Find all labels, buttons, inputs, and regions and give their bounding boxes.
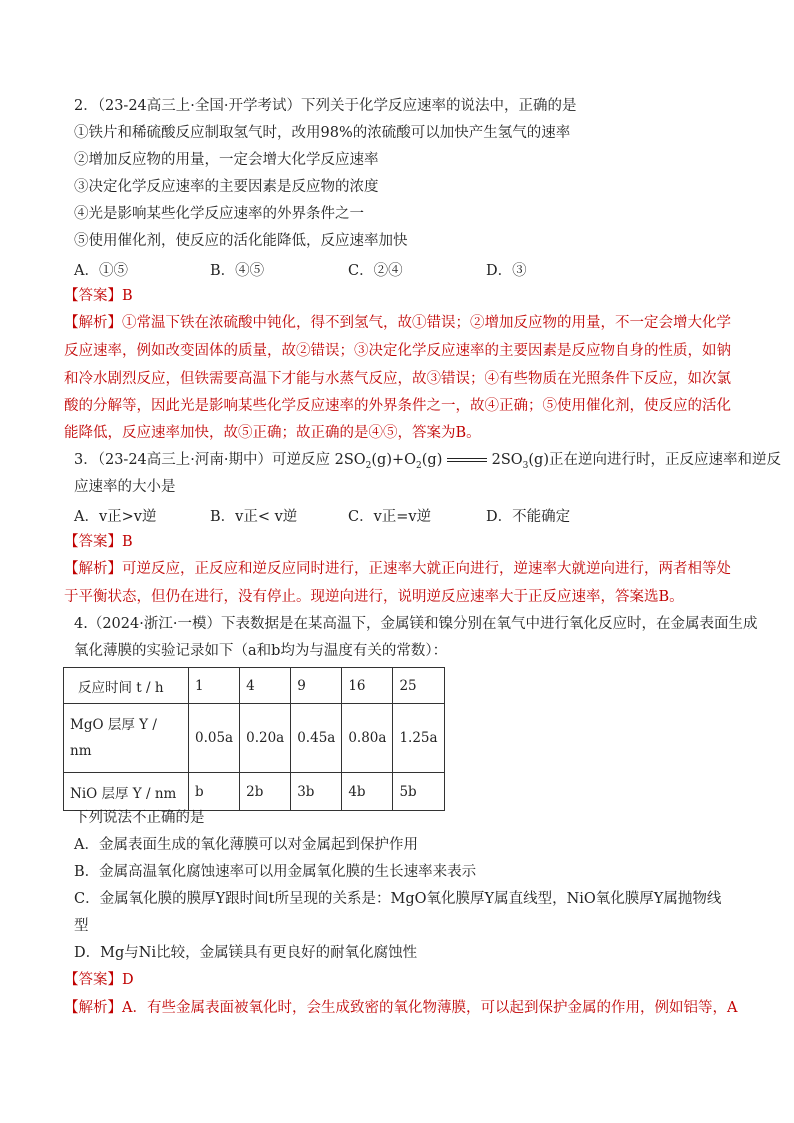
table-header-cell: 16 [342,668,393,704]
answer-value: B [122,534,133,550]
answer-tag: 【答案】 [64,972,122,988]
q4-option-c: C．金属氧化膜的膜厚Y跟时间t所呈现的关系是：MgO氧化膜厚Y属直线型，NiO氧化膜厚Y属抛物线 [74,891,722,907]
subscript: 2 [416,460,422,471]
q4-stem-line-1: 4.（2024·浙江·一模）下表数据是在某高温下，金属镁和镍分别在氧气中进行氧化反应时，在金属表面生成 [74,616,758,632]
analysis-text: ①常温下铁在浓硫酸中钝化，得不到氢气，故①错误；②增加反应物的用量，不一定会增大化学 [122,315,731,331]
answer-tag: 【答案】 [64,288,122,304]
q3-stem [74,450,781,476]
table-cell: 2b [240,773,291,811]
table-row [64,773,445,811]
q4-prompt: 下列说法不正确的是 [74,810,205,826]
q4-option-d: D．Mg与Ni比较，金属镁具有更良好的耐氧化腐蚀性 [74,945,418,961]
q3-option-d: D．不能确定 [486,509,571,525]
q3-option-b: B．v正< v逆 [210,509,298,525]
table-header-cell: 9 [291,668,342,704]
q2-option-a: A．①⑤ [74,263,128,279]
q4-stem-line-2: 氧化薄膜的实验记录如下（a和b均为与温度有关的常数）： [74,643,448,659]
q3-analysis-line-2: 于平衡状态，但仍在进行，没有停止。现逆向进行，说明逆反应速率大于正反应速率，答案选B。 [64,589,684,605]
q3-stem-part: (g)正在逆向进行时，正反应速率和逆反 [528,452,781,468]
q2-item-5: ⑤使用催化剂，使反应的活化能降低，反应速率加快 [74,233,408,249]
q2-option-c: C．②④ [348,263,403,279]
table-cell: 1.25a [393,704,444,773]
table-cell: 0.20a [240,704,291,773]
q2-item-1: ①铁片和稀硫酸反应制取氢气时，改用98%的浓硫酸可以加快产生氢气的速率 [74,125,571,141]
answer-value: D [122,972,134,988]
q2-option-b: B．④⑤ [210,263,265,279]
table-cell: 3b [291,773,342,811]
q2-answer [64,286,133,306]
q3-stem-part: 2SO [491,452,523,468]
table-header-cell: 反应时间 t / h [64,668,189,704]
analysis-text: 可逆反应，正反应和逆反应同时进行，正速率大就正向进行，逆速率大就逆向进行，两者相等处 [122,561,731,577]
table-cell: 0.45a [291,704,342,773]
table-row [64,668,445,704]
analysis-tag: 【解析】 [64,561,122,577]
q3-option-a: A．v正>v逆 [74,509,157,525]
table-row-label: MgO 层厚 Y / nm [64,704,189,773]
q2-item-2: ②增加反应物的用量，一定会增大化学反应速率 [74,152,379,168]
oxidation-data-table [63,667,445,811]
q2-item-3: ③决定化学反应速率的主要因素是反应物的浓度 [74,179,379,195]
q3-stem-part: (g)+O [371,452,417,468]
q4-answer [64,970,134,990]
q3-answer [64,532,133,552]
subscript: 3 [522,460,529,471]
table-cell: 0.05a [189,704,240,773]
q2-analysis-line-4: 酸的分解等，因此光是影响某些化学反应速率的外界条件之一，故④正确；⑤使用催化剂，使反应的活化 [64,398,731,414]
q2-analysis-line-1 [64,313,731,333]
analysis-tag: 【解析】 [64,315,122,331]
q2-analysis-line-5: 能降低，反应速率加快，故⑤正确；故正确的是④⑤，答案为B。 [64,425,481,441]
q2-stem: 2．（23-24高三上·全国·开学考试）下列关于化学反应速率的说法中，正确的是 [74,98,577,114]
q4-option-c-cont: 型 [74,918,89,934]
answer-value: B [122,288,133,304]
q3-stem-part: 3．（23-24高三上·河南·期中）可逆反应 2SO [74,452,366,468]
q3-stem-line-2: 应速率的大小是 [74,479,176,495]
table-header-cell: 1 [189,668,240,704]
q2-option-d: D．③ [486,263,527,279]
q2-analysis-line-3: 和冷水剧烈反应，但铁需要高温下才能与水蒸气反应，故③错误；④有些物质在光照条件下反应，如次氯 [64,371,731,387]
table-cell: b [189,773,240,811]
analysis-tag: 【解析】 [64,1000,122,1016]
q3-option-c: C．v正=v逆 [348,509,432,525]
q3-stem-part: (g) [421,452,443,468]
table-row [64,704,445,773]
table-row-label: NiO 层厚 Y / nm [64,773,189,811]
analysis-text: A．有些金属表面被氧化时，会生成致密的氧化物薄膜，可以起到保护金属的作用，例如铝等，A [122,1000,738,1016]
table-cell: 4b [342,773,393,811]
q4-option-b: B．金属高温氧化腐蚀速率可以用金属氧化膜的生长速率来表示 [74,864,477,880]
q3-analysis-line-1 [64,559,731,579]
q4-analysis-line-1 [64,998,737,1018]
table-header-cell: 25 [393,668,444,704]
q2-analysis-line-2: 反应速率，例如改变固体的质量，故②错误；③决定化学反应速率的主要因素是反应物自身的性质，如钠 [64,343,731,359]
answer-tag: 【答案】 [64,534,122,550]
table-cell: 0.80a [342,704,393,773]
subscript: 2 [365,460,372,471]
q2-item-4: ④光是影响某些化学反应速率的外界条件之一 [74,206,364,222]
table-cell: 5b [393,773,444,811]
table-header-cell: 4 [240,668,291,704]
q4-option-a: A．金属表面生成的氧化薄膜可以对金属起到保护作用 [74,837,418,853]
equilibrium-arrow-icon [447,455,487,465]
